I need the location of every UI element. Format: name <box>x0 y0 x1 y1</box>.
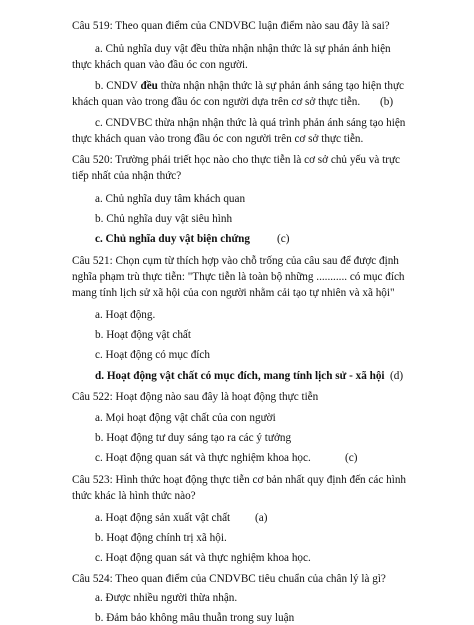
document-page: Câu 519: Theo quan điểm của CNDVBC luận điểm nào sau đây là sai? a. Chủ nghĩa duy vật đều thừa nhận nhận thức là sự phản ánh hiện thực khách quan vào đầu óc con người. b. CNDV đều thừa nhận nhận thức là sự phản ánh sáng tạo hiện thực khách quan vào trong đầu óc con người dựa trên cơ sở thực tiễn. (b) c. CNDVBC thừa nhận nhận thức là quá trình phản ánh sáng tạo hiện thực khách quan vào trong đầu óc con người trên cơ sở thực tiễn. Câu 520: Trường phái triết học nào cho thực tiễn là cơ sở chủ yếu và trực tiếp nhất của nhận thức? a. Chủ nghĩa duy tâm khách quan b. Chủ nghĩa duy vật siêu hình c. Chủ nghĩa duy vật biện chứng (c) Câu 521: Chọn cụm từ thích hợp vào chỗ trống của câu sau để được định nghĩa phạm trù thực tiễn: "Thực tiễn là toàn bộ những ........... có mục đích mang tính lịch sử xã hội của con người nhằm cải tạo tự nhiên và xã hội" a. Hoạt động. b. Hoạt động vật chất c. Hoạt động có mục đích d. Hoạt động vật chất có mục đích, mang tính lịch sử - xã hội (d) Câu 522: Hoạt động nào sau đây là hoạt động thực tiễn a. Mọi hoạt động vật chất của con người b. Hoạt động tư duy sáng tạo ra các ý tưởng c. Hoạt động quan sát và thực nghiệm khoa học. (c) Câu 523: Hình thức hoạt động thực tiễn cơ bản nhất quy định đến các hình thức khác là hình thức nào? a. Hoạt động sản xuất vật chất (a) b. Hoạt động chính trị xã hội. c. Hoạt động quan sát và thực nghiệm khoa học. Câu 524: Theo quan điểm của CNDVBC tiêu chuẩn của chân lý là gì? a. Được nhiều người thừa nhận. b. Đảm bảo không mâu thuẫn trong suy luận <box>72 20 407 624</box>
answer-marker: (c) <box>345 452 358 464</box>
answer-marker: (b) <box>380 96 394 108</box>
answer-marker: (a) <box>255 512 268 524</box>
answer-marker: (c) <box>277 233 290 245</box>
answer-marker: (d) <box>390 370 404 382</box>
